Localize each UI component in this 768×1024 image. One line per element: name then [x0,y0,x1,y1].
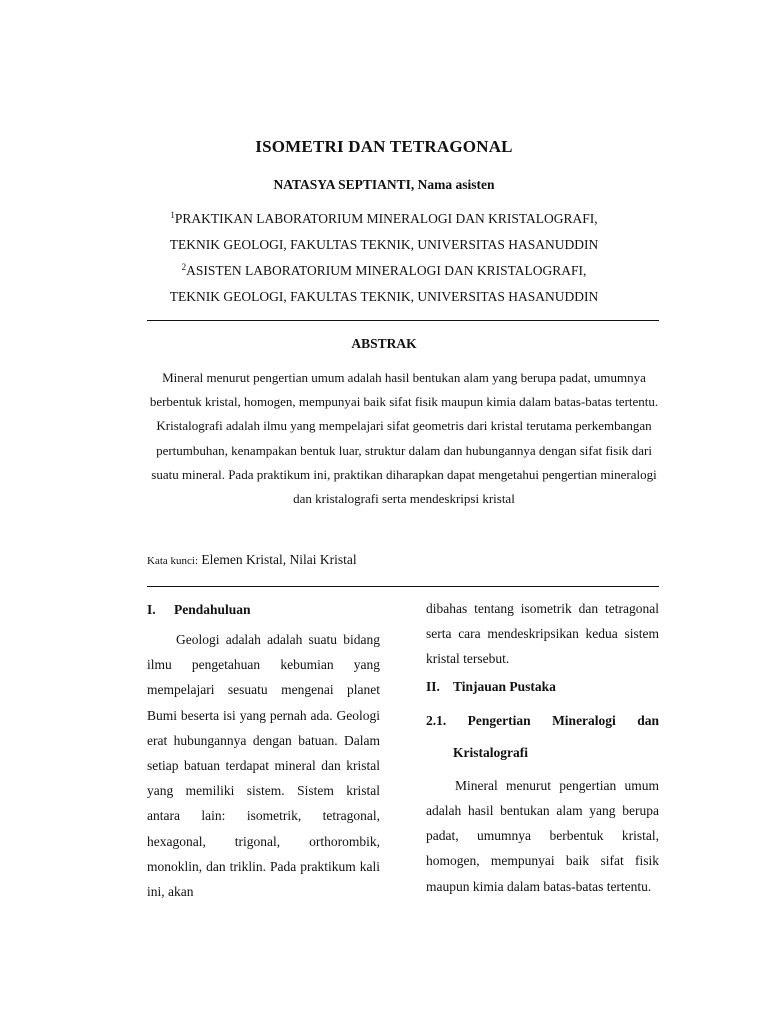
affiliation-mark-2: 2 [181,262,187,272]
section-1-title: Pendahuluan [174,602,251,617]
affiliation-2-line-2: TEKNIK GEOLOGI, FAKULTAS TEKNIK, UNIVERSITAS HASANUDDIN [169,289,599,304]
subsection-2-1-word-1: Pengertian [467,712,531,728]
abstract-body: Mineral menurut pengertian umum adalah hasil bentukan alam yang berupa padat, umumnya berbentuk kristal, homogen, mempunyai baik sifat fisik maupun kimia dalam batas-batas tertentu. Kristalografi adalah ilmu yang mempelajari sifat geometris dari kristal terutama perkembangan pertumbuhan, kenampakan bentuk luar, struktur dalam dan hubungannya dengan sifat fisik dari suatu mineral. Pada praktikum ini, praktikan diharapkan dapat mengetahui pengertian mineralogi dan kristalografi serta mendeskripsi kristal [149,370,659,507]
section-2-heading [426,674,659,699]
subsection-2-1-word-3: dan [637,712,659,728]
affiliation-1-line-1: $^1$PRAKTIKAN LABORATORIUM MINERALOGI DAN KRISTALOGRAFI, [170,210,598,226]
affiliations [0,206,768,310]
subsection-2-1-number: 2.1. [426,712,447,728]
keywords [147,552,357,568]
subsection-2-1-line-2: Kristalografi [453,744,528,760]
section-1-paragraph: Geologi adalah adalah suatu bidang ilmu pengetahuan kebumian yang mempelajari sesuatu mengenai planet Bumi beserta isi yang pernah ada. Geologi erat hubungannya dengan batuan. Dalam setiap batuan terdapat mineral dan kristal yang memiliki sistem. Sistem kristal antara lain: isometrik, tetragonal, hexagonal, trigonal, orthorombik, monoklin, dan triklin. Pada praktikum kali ini, akan [147,632,380,900]
affiliation-2-line-1: $^2$ASISTEN LABORATORIUM MINERALOGI DAN KRISTALOGRAFI, [181,262,587,278]
subsection-2-1-word-2: Mineralogi [552,712,616,728]
right-column [426,596,659,899]
affiliation-1-line-2: TEKNIK GEOLOGI, FAKULTAS TEKNIK, UNIVERSITAS HASANUDDIN [169,237,599,252]
header-divider [147,320,659,321]
left-column [147,596,380,904]
section-2-title: Tinjauan Pustaka [453,678,556,694]
paper-authors: NATASYA SEPTIANTI, Nama asisten [273,177,495,192]
abstract-heading: ABSTRAK [351,336,417,351]
keywords-label: Kata kunci: [147,555,199,567]
abstract-divider [147,586,659,587]
subsection-2-1-heading [426,708,659,765]
subsection-2-1-paragraph: Mineral menurut pengertian umum adalah hasil bentukan alam yang berupa padat, umumnya berbentuk kristal, homogen, mempunyai baik sifat fisik maupun kimia dalam batas-batas tertentu. [426,777,659,894]
section-1-continuation: dibahas tentang isometrik dan tetragonal serta cara mendeskripsikan kedua sistem kristal tersebut. [426,601,659,667]
paper-title: ISOMETRI DAN TETRAGONAL [255,137,513,156]
affiliation-mark-1: 1 [170,210,175,220]
section-1-heading [147,596,380,623]
section-2-number: II. [426,678,440,694]
section-1-number: I. [147,602,156,617]
keywords-value: Elemen Kristal, Nilai Kristal [201,552,357,567]
